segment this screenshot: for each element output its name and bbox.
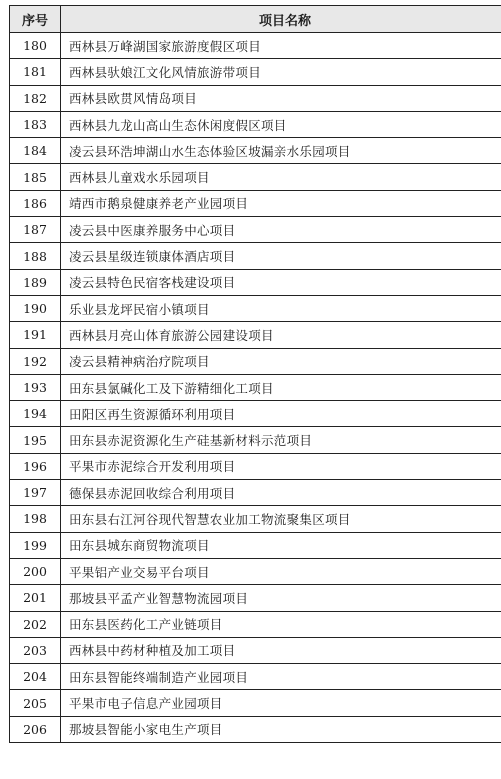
table-row [10,295,501,321]
table-header-row [10,6,501,33]
row-project-name: 西林县欧贯风情岛项目 [61,85,501,111]
table-row [10,217,501,243]
table-row [10,716,501,742]
row-project-name: 西林县月亮山体育旅游公园建设项目 [61,322,501,348]
row-project-name: 田东县医药化工产业链项目 [61,611,501,637]
table-row [10,585,501,611]
row-project-name: 凌云县精神病治疗院项目 [61,348,501,374]
row-project-name: 凌云县中医康养服务中心项目 [61,217,501,243]
row-project-name: 田阳区再生资源循环利用项目 [61,401,501,427]
row-number: 196 [10,453,61,479]
table-row [10,111,501,137]
row-number: 180 [10,33,61,59]
row-number: 204 [10,664,61,690]
row-number: 201 [10,585,61,611]
table-row [10,138,501,164]
row-project-name: 平果市电子信息产业园项目 [61,690,501,716]
row-number: 184 [10,138,61,164]
row-number: 186 [10,190,61,216]
table-row [10,190,501,216]
table-row [10,506,501,532]
table-row [10,243,501,269]
row-project-name: 乐业县龙坪民宿小镇项目 [61,295,501,321]
row-number: 206 [10,716,61,742]
row-number: 185 [10,164,61,190]
row-number: 188 [10,243,61,269]
row-project-name: 西林县万峰湖国家旅游度假区项目 [61,33,501,59]
table-row [10,611,501,637]
table-row [10,164,501,190]
row-number: 183 [10,111,61,137]
row-number: 181 [10,59,61,85]
project-table [9,5,501,743]
row-project-name: 田东县赤泥资源化生产硅基新材料示范项目 [61,427,501,453]
table-row [10,480,501,506]
table-row [10,322,501,348]
row-number: 195 [10,427,61,453]
row-project-name: 那坡县智能小家电生产项目 [61,716,501,742]
row-project-name: 田东县氯碱化工及下游精细化工项目 [61,374,501,400]
table-body [10,33,501,743]
row-project-name: 田东县智能终端制造产业园项目 [61,664,501,690]
row-number: 198 [10,506,61,532]
row-number: 205 [10,690,61,716]
row-project-name: 凌云县环浩坤湖山水生态体验区坡漏亲水乐园项目 [61,138,501,164]
table-row [10,401,501,427]
header-project-name: 项目名称 [61,6,501,33]
table-row [10,427,501,453]
table-row [10,558,501,584]
row-project-name: 西林县九龙山高山生态休闲度假区项目 [61,111,501,137]
row-project-name: 西林县驮娘江文化风情旅游带项目 [61,59,501,85]
row-number: 200 [10,558,61,584]
row-project-name: 平果市赤泥综合开发利用项目 [61,453,501,479]
table-row [10,532,501,558]
table-row [10,269,501,295]
row-number: 190 [10,295,61,321]
table-row [10,374,501,400]
row-number: 191 [10,322,61,348]
table-row [10,637,501,663]
row-number: 202 [10,611,61,637]
row-number: 187 [10,217,61,243]
row-number: 192 [10,348,61,374]
row-project-name: 平果铝产业交易平台项目 [61,558,501,584]
table-row [10,33,501,59]
row-number: 197 [10,480,61,506]
table-row [10,85,501,111]
table-row [10,664,501,690]
row-project-name: 靖西市鹅泉健康养老产业园项目 [61,190,501,216]
table-row [10,453,501,479]
row-project-name: 西林县儿童戏水乐园项目 [61,164,501,190]
table-row [10,348,501,374]
row-number: 194 [10,401,61,427]
row-project-name: 凌云县特色民宿客栈建设项目 [61,269,501,295]
row-project-name: 凌云县星级连锁康体酒店项目 [61,243,501,269]
row-project-name: 田东县城东商贸物流项目 [61,532,501,558]
row-number: 203 [10,637,61,663]
row-number: 189 [10,269,61,295]
table-row [10,690,501,716]
header-number: 序号 [10,6,61,33]
row-project-name: 西林县中药材种植及加工项目 [61,637,501,663]
row-project-name: 田东县右江河谷现代智慧农业加工物流聚集区项目 [61,506,501,532]
row-number: 199 [10,532,61,558]
row-project-name: 德保县赤泥回收综合利用项目 [61,480,501,506]
row-number: 182 [10,85,61,111]
row-number: 193 [10,374,61,400]
project-table-container [9,5,501,743]
row-project-name: 那坡县平孟产业智慧物流园项目 [61,585,501,611]
table-row [10,59,501,85]
